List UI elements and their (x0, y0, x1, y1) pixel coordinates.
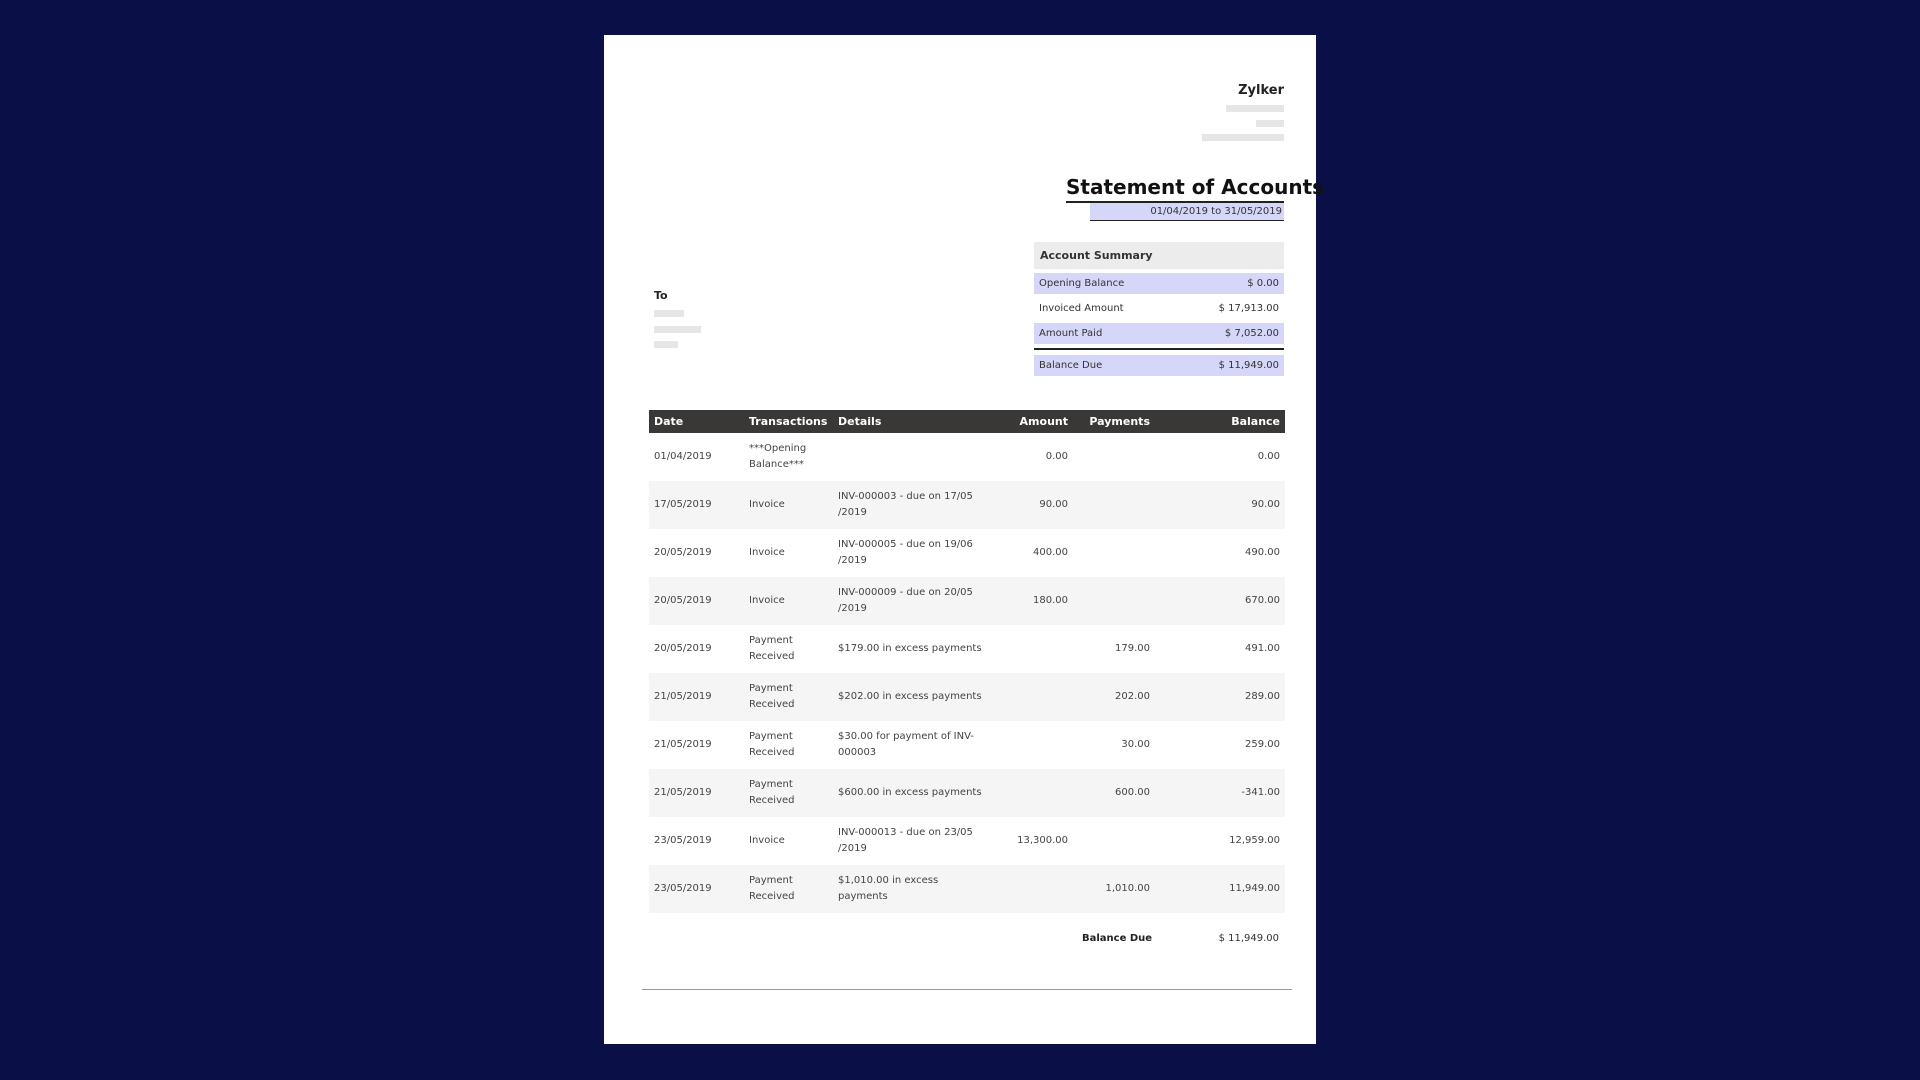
cell-balance: 90.00 (1251, 499, 1280, 510)
cell-details: INV-000009 - due on 20/05 /2019 (838, 587, 973, 614)
account-summary-heading: Account Summary (1034, 242, 1284, 269)
date-range: 01/04/2019 to 31/05/2019 (1090, 203, 1284, 221)
account-summary (1034, 242, 1284, 380)
cell-date: 21/05/2019 (654, 691, 712, 702)
cell-date: 21/05/2019 (654, 787, 712, 798)
table-row (649, 865, 1285, 913)
table-header-row (649, 410, 1285, 433)
cell-payment (1073, 577, 1155, 625)
cell-amount (993, 769, 1073, 817)
cell-transaction: Invoice (749, 835, 785, 846)
cell-amount (993, 673, 1073, 721)
column-header-transactions: Transactions (744, 410, 833, 433)
table-row (649, 433, 1285, 481)
cell-balance: -341.00 (1241, 787, 1280, 798)
table-row (649, 529, 1285, 577)
cell-balance: 490.00 (1245, 547, 1280, 558)
redacted-recipient-line (654, 310, 684, 317)
recipient-block (654, 289, 668, 302)
table-row (649, 817, 1285, 865)
summary-row-balance-due (1034, 355, 1284, 376)
cell-date: 23/05/2019 (654, 883, 712, 894)
column-header-date: Date (649, 410, 744, 433)
redacted-recipient-line (654, 326, 701, 333)
cell-transaction: Payment Received (749, 731, 795, 758)
summary-label: Invoiced Amount (1039, 303, 1124, 314)
column-header-balance: Balance (1155, 410, 1285, 433)
table-row (649, 481, 1285, 529)
table-row (649, 625, 1285, 673)
table-row (649, 721, 1285, 769)
statement-document (604, 35, 1325, 1044)
cell-transaction: Invoice (749, 499, 785, 510)
summary-value: $ 0.00 (1247, 278, 1279, 289)
redacted-address-line (1202, 134, 1284, 141)
cell-date: 21/05/2019 (654, 739, 712, 750)
cell-details: $30.00 for payment of INV-000003 (838, 731, 974, 758)
cell-details: INV-000003 - due on 17/05 /2019 (838, 491, 973, 518)
cell-balance: 259.00 (1245, 739, 1280, 750)
summary-row-opening-balance (1034, 273, 1284, 294)
cell-transaction: Invoice (749, 547, 785, 558)
redacted-address-line (1226, 105, 1284, 112)
cell-amount: 90.00 (1039, 499, 1068, 510)
cell-details: $179.00 in excess payments (838, 643, 982, 654)
summary-label: Amount Paid (1039, 328, 1103, 339)
cell-amount (993, 865, 1073, 913)
cell-balance: 0.00 (1257, 451, 1280, 462)
cell-balance: 12,959.00 (1229, 835, 1280, 846)
cell-payment (1073, 817, 1155, 865)
redacted-address-line (1256, 120, 1284, 127)
cell-payment: 202.00 (1115, 691, 1150, 702)
summary-divider (1034, 348, 1284, 350)
column-header-payments: Payments (1073, 410, 1155, 433)
cell-balance: 670.00 (1245, 595, 1280, 606)
transactions-table (649, 410, 1285, 913)
cell-payment (1073, 481, 1155, 529)
cell-date: 01/04/2019 (654, 451, 712, 462)
cell-transaction: Invoice (749, 595, 785, 606)
cell-transaction: ***Opening Balance*** (749, 443, 807, 470)
summary-value: $ 11,949.00 (1218, 360, 1279, 371)
cell-details: $600.00 in excess payments (838, 787, 982, 798)
cell-amount (993, 625, 1073, 673)
cell-details: $1,010.00 in excess payments (838, 875, 939, 902)
title-block (1066, 175, 1325, 221)
footer-divider (642, 989, 1292, 990)
column-header-details: Details (833, 410, 993, 433)
cell-payment: 179.00 (1115, 643, 1150, 654)
cell-details: $202.00 in excess payments (838, 691, 982, 702)
table-row (649, 673, 1285, 721)
redacted-recipient-line (654, 341, 678, 348)
company-name: Zylker (1238, 83, 1284, 98)
cell-amount: 13,300.00 (1017, 835, 1068, 846)
cell-transaction: Payment Received (749, 635, 795, 662)
cell-amount (993, 721, 1073, 769)
summary-value: $ 7,052.00 (1224, 328, 1279, 339)
cell-transaction: Payment Received (749, 779, 795, 806)
cell-transaction: Payment Received (749, 875, 795, 902)
summary-label: Opening Balance (1039, 278, 1125, 289)
cell-balance: 289.00 (1245, 691, 1280, 702)
cell-date: 20/05/2019 (654, 595, 712, 606)
summary-row-invoiced-amount (1034, 298, 1284, 319)
cell-payment: 600.00 (1115, 787, 1150, 798)
cell-date: 23/05/2019 (654, 835, 712, 846)
page-title: Statement of Accounts (1066, 175, 1284, 203)
cell-details: INV-000013 - due on 23/05 /2019 (838, 827, 973, 854)
cell-balance: 11,949.00 (1229, 883, 1280, 894)
summary-row-amount-paid (1034, 323, 1284, 344)
cell-details (833, 433, 993, 481)
cell-date: 17/05/2019 (654, 499, 712, 510)
cell-amount: 400.00 (1033, 547, 1068, 558)
balance-due-value: $ 11,949.00 (1218, 933, 1279, 944)
balance-due-label: Balance Due (1082, 933, 1153, 944)
cell-payment: 30.00 (1121, 739, 1150, 750)
summary-value: $ 17,913.00 (1218, 303, 1279, 314)
summary-label: Balance Due (1039, 360, 1103, 371)
cell-date: 20/05/2019 (654, 547, 712, 558)
cell-amount: 0.00 (1045, 451, 1068, 462)
table-row (649, 577, 1285, 625)
cell-amount: 180.00 (1033, 595, 1068, 606)
cell-payment (1073, 529, 1155, 577)
column-header-amount: Amount (993, 410, 1073, 433)
cell-date: 20/05/2019 (654, 643, 712, 654)
cell-transaction: Payment Received (749, 683, 795, 710)
cell-details: INV-000005 - due on 19/06 /2019 (838, 539, 973, 566)
cell-payment (1073, 433, 1155, 481)
to-label: To (654, 289, 668, 302)
cell-payment: 1,010.00 (1105, 883, 1150, 894)
cell-balance: 491.00 (1245, 643, 1280, 654)
table-row (649, 769, 1285, 817)
